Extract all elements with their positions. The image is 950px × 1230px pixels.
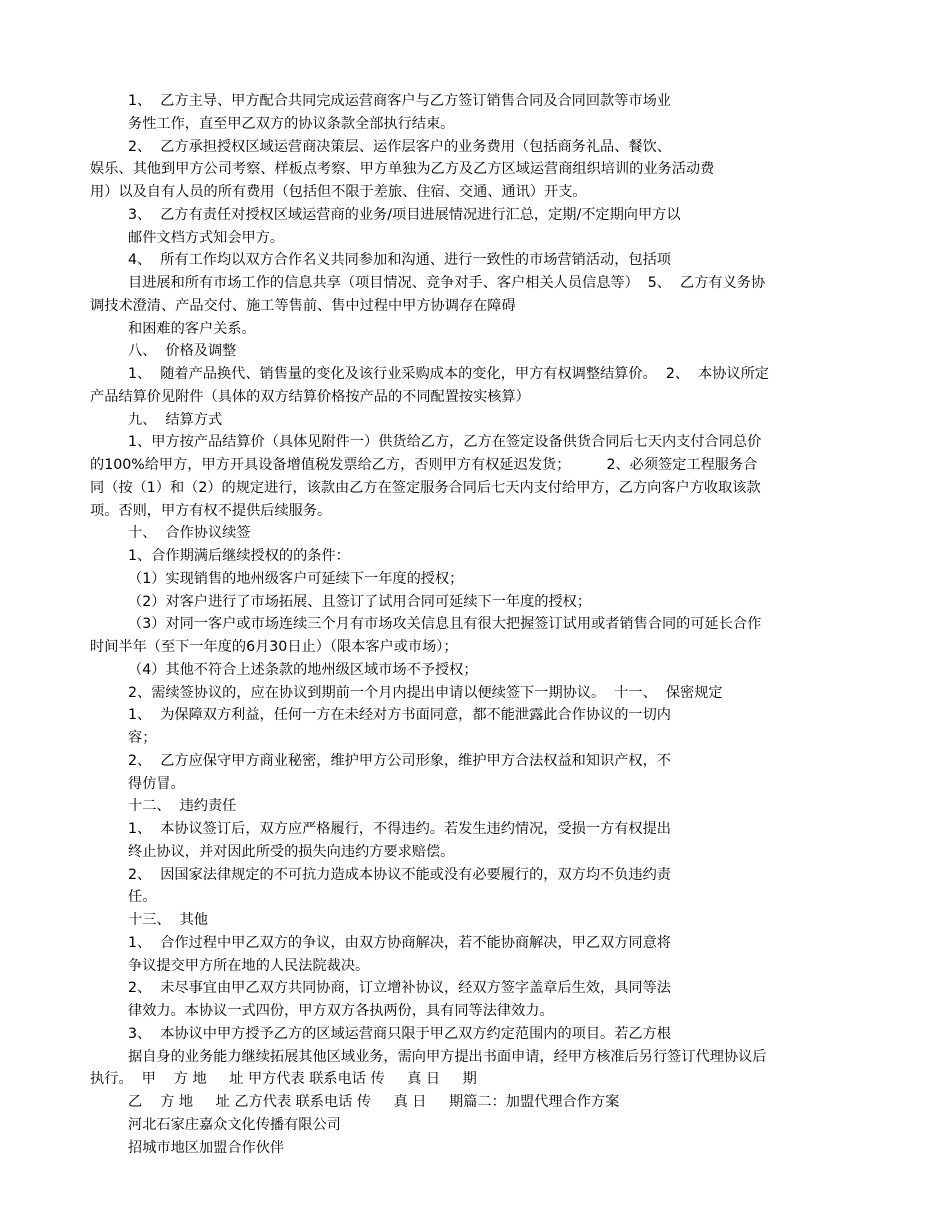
text-line: （1）实现销售的地州级客户可延续下一年度的授权； bbox=[128, 571, 464, 587]
text-line: 项。否则，甲方有权不提供后续服务。 bbox=[90, 503, 332, 519]
text-line: 招城市地区加盟合作伙伴 bbox=[128, 1140, 285, 1156]
text-line: （3）对同一客户或市场连续三个月有市场攻关信息且有很大把握签订试用或者销售合同的可延长合作 bbox=[128, 616, 762, 632]
section-heading: 九、 结算方式 bbox=[128, 412, 223, 428]
section-heading: 十、 合作协议续签 bbox=[128, 525, 251, 541]
text-line: 1、甲方按产品结算价（具体见附件一）供货给乙方，乙方在签定设备供货合同后七天内支付合同总价 bbox=[128, 434, 762, 450]
text-line: 4、 所有工作均以双方合作名义共同参加和沟通、进行一致性的市场营销活动，包括项 bbox=[128, 252, 671, 268]
text-line: 1、 随着产品换代、销售量的变化及该行业采购成本的变化，甲方有权调整结算价。 2、 本协议所定 bbox=[128, 366, 769, 382]
text-line: 得仿冒。 bbox=[128, 776, 185, 792]
signature-fields-party-b: 乙 方 地 址 乙方代表 联系电话 传 真 日 期篇二：加盟代理合作方案 bbox=[128, 1094, 620, 1110]
text-line: 时间半年（至下一年度的6月30日止）（限本客户或市场）； bbox=[90, 639, 458, 655]
text-line: 1、 合作过程中甲乙双方的争议，由双方协商解决，若不能协商解决，甲乙双方同意将 bbox=[128, 935, 671, 951]
text-line: 2、 因国家法律规定的不可抗力造成本协议不能或没有必要履行的，双方均不负违约责 bbox=[128, 867, 671, 883]
text-line: 律效力。本协议一式四份，甲方双方各执两份，具有同等法律效力。 bbox=[128, 1003, 554, 1019]
section-heading: 十三、 其他 bbox=[128, 912, 208, 928]
text-line: 终止协议，并对因此所受的损失向违约方要求赔偿。 bbox=[128, 844, 455, 860]
text-line: 2、需续签协议的，应在协议到期前一个月内提出申请以便续签下一期协议。 十一、 保密规定 bbox=[128, 685, 723, 701]
text-line: 目进展和所有市场工作的信息共享（项目情况、竞争对手、客户相关人员信息等） 5、 乙方有义务协 bbox=[128, 275, 766, 291]
text-line: 任。 bbox=[128, 889, 157, 905]
text-line: 产品结算价见附件（具体的双方结算价格按产品的不同配置按实核算） bbox=[90, 389, 530, 405]
text-line: 2、 乙方应保守甲方商业秘密，维护甲方公司形象，维护甲方合法权益和知识产权，不 bbox=[128, 753, 671, 769]
text-line: 和困难的客户关系。 bbox=[128, 321, 256, 337]
company-name: 河北石家庄嘉众文化传播有限公司 bbox=[128, 1117, 341, 1133]
text-line: （2）对客户进行了市场拓展、且签订了试用合同可延续下一年度的授权； bbox=[128, 594, 592, 610]
text-line: 2、 未尽事宜由甲乙双方共同协商，订立增补协议，经双方签字盖章后生效，具同等法 bbox=[128, 980, 671, 996]
text-line: 2、 乙方承担授权区域运营商决策层、运作层客户的业务费用（包括商务礼品、餐饮、 bbox=[128, 139, 671, 155]
text-line: 容； bbox=[128, 730, 157, 746]
text-line: 据自身的业务能力继续拓展其他区域业务，需向甲方提出书面申请，经甲方核准后另行签订代理协议后 bbox=[128, 1049, 767, 1065]
text-line: 娱乐、其他到甲方公司考察、样板点考察、甲方单独为乙方及乙方区域运营商组织培训的业务活动费 bbox=[90, 161, 715, 177]
signature-fields-party-a: 执行。 甲 方 地 址 甲方代表 联系电话 传 真 日 期 bbox=[90, 1071, 477, 1087]
text-line: 1、合作期满后继续授权的的条件： bbox=[128, 548, 350, 564]
text-line: 3、 本协议中甲方授予乙方的区域运营商只限于甲乙双方约定范围内的项目。若乙方根 bbox=[128, 1026, 671, 1042]
text-line: 1、 为保障双方利益，任何一方在未经对方书面同意，都不能泄露此合作协议的一切内 bbox=[128, 707, 671, 723]
text-line: 邮件文档方式知会甲方。 bbox=[128, 230, 285, 246]
text-line: （4）其他不符合上述条款的地州级区域市场不予授权； bbox=[128, 662, 478, 678]
text-line: 同（按（1）和（2）的规定进行，该款由乙方在签定服务合同后七天内支付给甲方，乙方向客户方收取该款 bbox=[90, 480, 761, 496]
text-line: 1、 乙方主导、甲方配合共同完成运营商客户与乙方签订销售合同及合同回款等市场业 bbox=[128, 93, 671, 109]
text-line: 用）以及自有人员的所有费用（包括但不限于差旅、住宿、交通、通讯）开支。 bbox=[90, 184, 587, 200]
text-line: 3、 乙方有责任对授权区域运营商的业务/项目进展情况进行汇总，定期/不定期向甲方以 bbox=[128, 207, 681, 223]
text-line: 的100%给甲方，甲方开具设备增值税发票给乙方，否则甲方有权延迟发货； 2、必须签定工程服务合 bbox=[90, 457, 758, 473]
text-line: 务性工作，直至甲乙双方的协议条款全部执行结束。 bbox=[128, 116, 455, 132]
section-heading: 八、 价格及调整 bbox=[128, 343, 237, 359]
section-heading: 十二、 违约责任 bbox=[128, 798, 237, 814]
text-line: 1、 本协议签订后，双方应严格履行，不得违约。若发生违约情况，受损一方有权提出 bbox=[128, 821, 671, 837]
text-line: 调技术澄清、产品交付、施工等售前、售中过程中甲方协调存在障碍 bbox=[90, 298, 516, 314]
text-line: 争议提交甲方所在地的人民法院裁决。 bbox=[128, 958, 370, 974]
